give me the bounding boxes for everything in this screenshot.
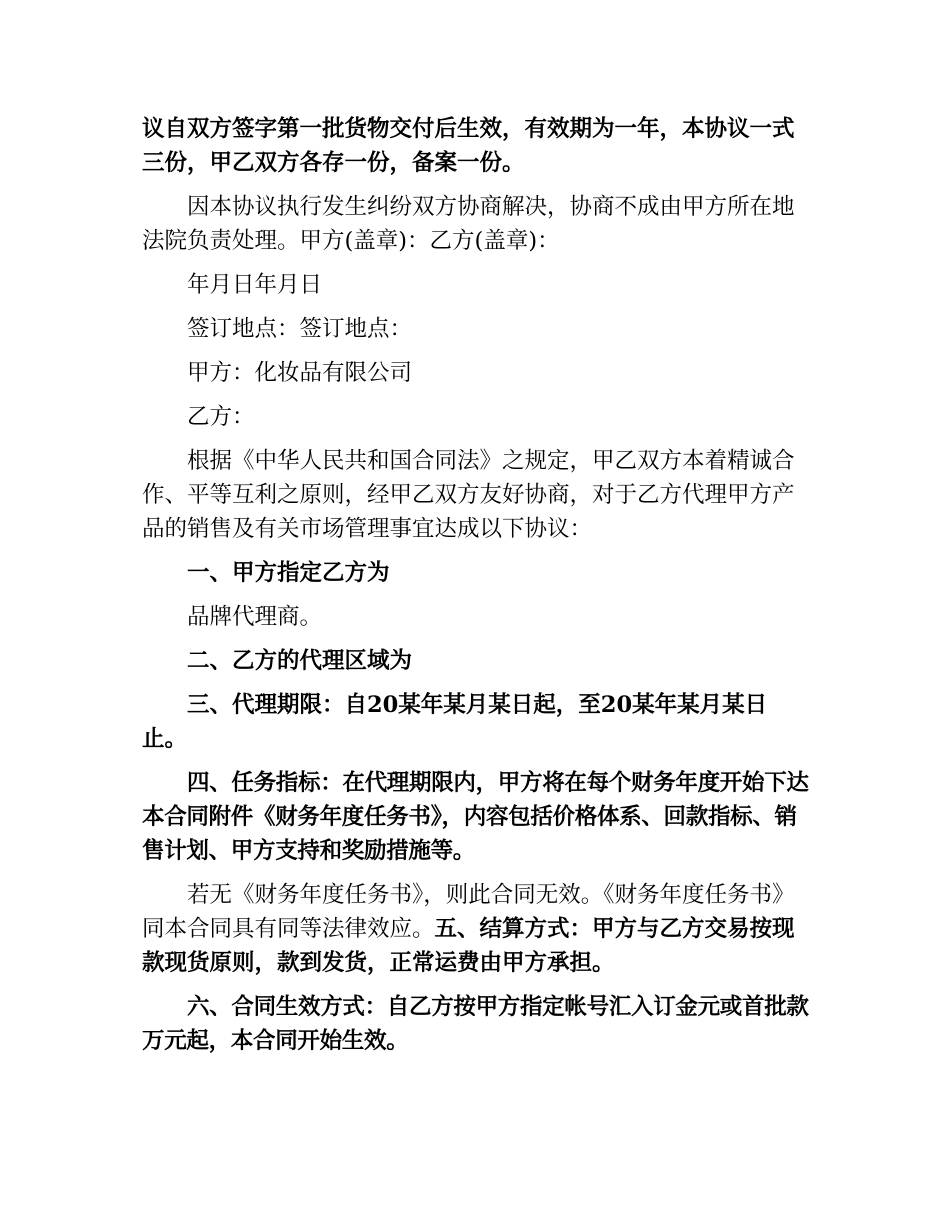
paragraph-task-book [142, 878, 812, 980]
clause-2-heading: 二、乙方的代理区域为 [187, 648, 413, 674]
task-book-text: 若无《财务年度任务书》，则此合同无效。《财务年度任务书》同本合同具有同等法律效应。 [142, 882, 795, 942]
paragraph-party-a: 甲方：化妆品有限公司 [187, 360, 413, 386]
clause-1-heading: 一、甲方指定乙方为 [187, 560, 390, 586]
paragraph-dates: 年月日年月日 [187, 272, 323, 298]
paragraph-dispute: 因本协议执行发生纠纷双方协商解决，协商不成由甲方所在地法院负责处理。甲方(盖章)：乙方(盖章)： [142, 194, 795, 254]
clause-5: 五、结算方式：甲方与乙方交易按现款现货原则，款到发货，正常运费由甲方承担。 [142, 916, 795, 976]
document-page [142, 112, 812, 1068]
clause-4: 四、任务指标：在代理期限内，甲方将在每个财务年度开始下达本合同附件《财务年度任务书》，内容包括价格体系、回款指标、销售计划、甲方支持和奖励措施等。 [142, 770, 809, 864]
clause-6: 六、合同生效方式：自乙方按甲方指定帐号汇入订金元或首批款万元起，本合同开始生效。 [142, 994, 809, 1054]
paragraph-preamble: 根据《中华人民共和国合同法》之规定，甲乙双方本着精诚合作、平等互利之原则，经甲乙双方友好协商，对于乙方代理甲方产品的销售及有关市场管理事宜达成以下协议： [142, 448, 795, 542]
clause-3: 三、代理期限：自20某年某月某日起，至20某年某月某日止。 [142, 692, 768, 752]
paragraph-party-b: 乙方： [187, 404, 255, 430]
paragraph-validity: 议自双方签字第一批货物交付后生效，有效期为一年，本协议一式三份，甲乙双方各存一份，备案一份。 [142, 116, 795, 176]
clause-1-body: 品牌代理商。 [187, 604, 323, 630]
paragraph-signing-place: 签订地点：签订地点： [187, 316, 413, 342]
